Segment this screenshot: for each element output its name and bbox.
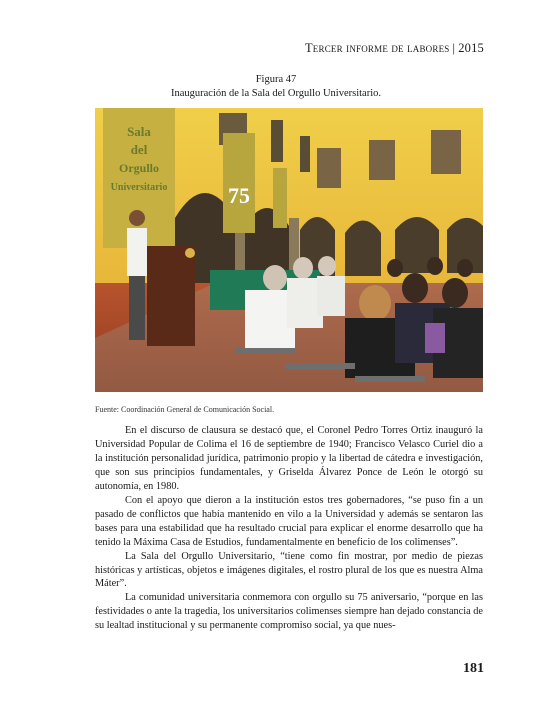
paragraph: Con el apoyo que dieron a la institución estos tres gobernadores, “se puso fin a un pasado de conflictos que había mantenido en vilo a la Universidad y además se sentaron las bases para una estabilidad que ha resultado crucial para explicar el enorme desarrollo que ha tenido la Máxima Casa de Estudios, fundamentalmente en beneficio de los colimenses”. (95, 494, 483, 548)
paragraph: La Sala del Orgullo Universitario, “tiene como fin mostrar, por medio de piezas históricas y artísticas, objetos e imágenes digitales, el rostro plural de los que es nuestra Alma Máter”. (95, 550, 483, 590)
photo-illustration (95, 108, 483, 392)
page-number: 181 (463, 661, 484, 676)
running-header (305, 41, 484, 56)
header-year: 2015 (458, 41, 484, 55)
figure-photo (95, 108, 483, 392)
header-separator: | (452, 41, 456, 55)
banner-orgullo: Orgullo (118, 161, 160, 175)
figure-source: Fuente: Coordinación General de Comunicación Social. (95, 405, 275, 414)
banner-universitario: Universitario (110, 182, 168, 193)
banner-sala: Sala (127, 124, 151, 139)
banner-number: 75 (228, 183, 250, 208)
figure-title: Inauguración de la Sala del Orgullo Universitario. (170, 88, 382, 99)
header-title: Tercer informe de labores (304, 41, 450, 55)
banner-del: del (130, 142, 148, 157)
paragraph: La comunidad universitaria conmemora con orgullo su 75 aniversario, “porque en las festividades o ante la tragedia, los universitarios colimenses siempre han dejado constancia de su lealtad institucional y su permanente compromiso social, ya que nues- (95, 592, 483, 632)
body-text (95, 424, 483, 633)
paragraph: En el discurso de clausura se destacó que, el Coronel Pedro Torres Ortiz inauguró la Universidad Popular de Colima el 16 de septiembre de 1940; Francisco Velasco Curiel dio a la institución personalidad jurídica, patrimonio propio y la libertad de cátedra e investigación, que son sus principios fundamentales, y Griselda Álvarez Ponce de León le otorgó su autonomía, en 1980. (95, 425, 483, 492)
figure-label: Figura 47 (255, 74, 297, 85)
